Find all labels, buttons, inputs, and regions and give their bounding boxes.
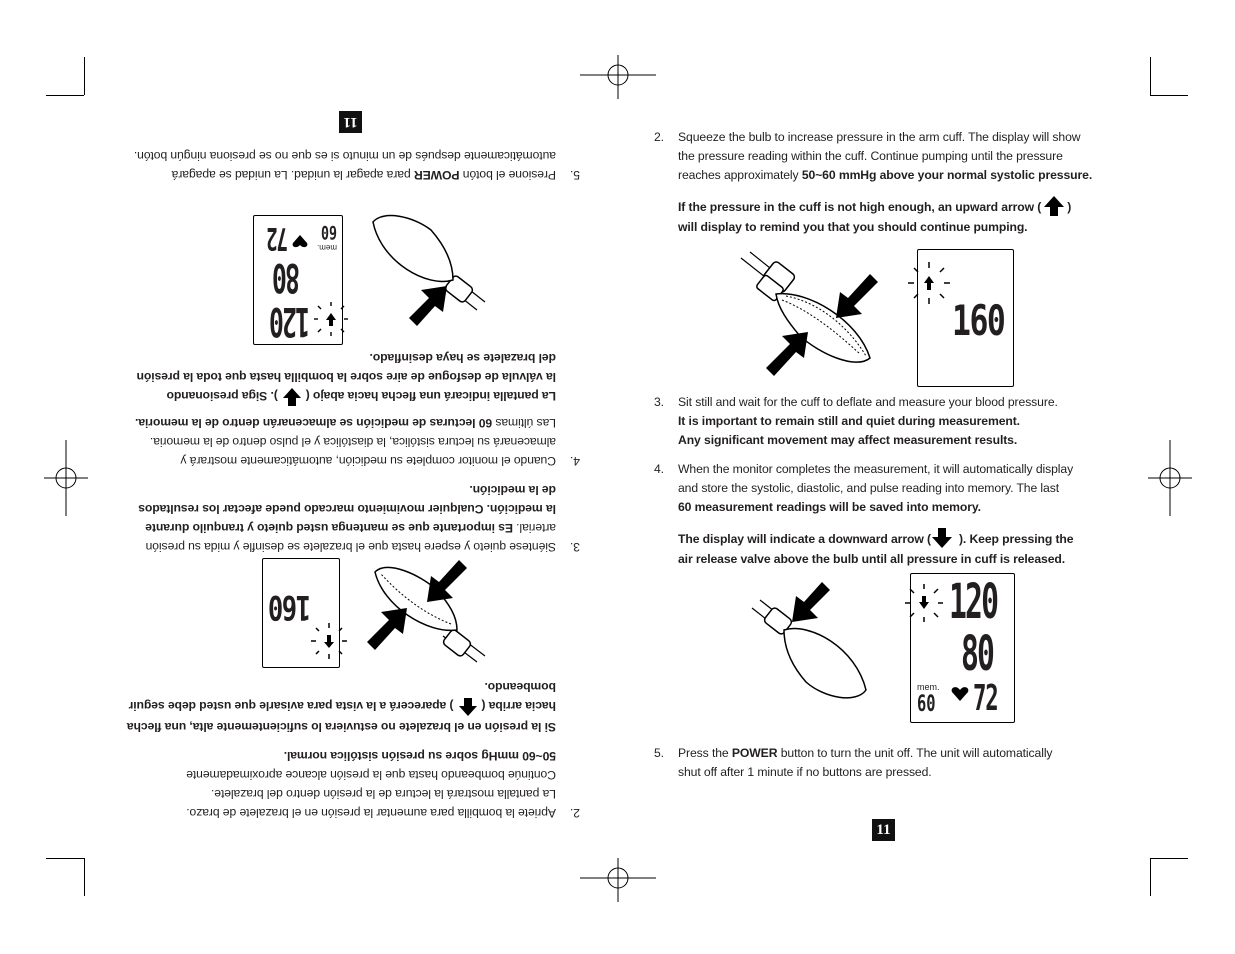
es-lcd-memory-value: 60 — [320, 221, 337, 243]
step-4-warning: The display will indicate a downward arrow ( ). Keep pressing the air release valve above the bulb until all pressure in cuff is released. — [678, 527, 1118, 569]
up-arrow-icon — [1043, 195, 1065, 217]
es-step-4-number: 4. — [570, 454, 580, 468]
es-step-3-number: 3. — [570, 540, 580, 554]
es-lcd-pressure-value: 160 — [269, 587, 311, 627]
down-arrow-icon — [931, 527, 953, 549]
lcd-systolic-value: 120 — [949, 574, 998, 630]
spanish-page — [0, 0, 617, 954]
es-heart-icon — [292, 234, 308, 248]
page-number: 11 — [872, 819, 895, 841]
es-lcd-display-result — [253, 215, 343, 345]
bulb-release-illustration — [750, 578, 870, 708]
lcd-display-result — [910, 573, 1015, 723]
lcd-pulse-value: 72 — [973, 678, 998, 719]
es-step-2-number: 2. — [570, 806, 580, 820]
lcd-diastolic-value: 80 — [961, 626, 994, 682]
es-step-5-text: Presione el botón POWER para apagar la unidad. La unidad se apagará automáticamente después de un minuto si es que no se presiona ningún botón. — [133, 149, 556, 182]
es-step-2-text: Apriete la bombilla para aumentar la presión en el brazalete de brazo. La pantalla mostrará la lectura de la presión dentro del brazalete. Continúe bombeando hasta que la presión alcance aproximadamente 50~60 mmHg sobre su presión sistólica normal. — [186, 749, 556, 820]
es-down-arrow-icon — [282, 387, 302, 407]
step-3-text: Sit still and wait for the cuff to deflate and measure your blood pressure. It is important to remain still and quiet during measurement. Any significant movement may affect measurement results. — [678, 395, 1058, 447]
heart-icon — [951, 686, 969, 702]
lcd-display-pumping — [917, 249, 1014, 387]
step-2-warning: If the pressure in the cuff is not high enough, an upward arrow ( ) will display to remind you that you should continue pumping. — [678, 195, 1118, 237]
es-step-3-text: Siéntese quieto y espere hasta que el brazalete se desinfle y mida su presión arterial. Es importante que se mantenga usted quieto y tranquilo durante la medición. Cualquier movimiento marcado puede afectar los resultados de la medición. — [138, 483, 556, 554]
es-lcd-display-pumping — [262, 558, 340, 668]
es-flashing-down-arrow-icon — [312, 300, 350, 338]
step-4-number: 4. — [654, 462, 664, 476]
step-4-text: When the monitor completes the measurement, it will automatically display and store the systolic, diastolic, and pulse reading into memory. The last 60 measurement readings will be saved into memory. — [678, 462, 1074, 514]
es-page-number: 11 — [339, 111, 362, 133]
step-5-text: Press the POWER button to turn the unit off. The unit will automatically shut off after 1 minute if no buttons are pressed. — [678, 746, 1053, 779]
es-step-4-warning: La pantalla indicará una flecha hacia abajo (). Siga presionando la válvula de desfogue de aire sobre la bombilla hasta que toda la presión del brazalete se haya desinflado. — [106, 348, 556, 407]
step-2-text: Squeeze the bulb to increase pressure in the arm cuff. The display will show the pressure reading within the cuff. Continue pumping until the pressure reaches approximately 50~60 mmHg above your normal systolic pressure. — [678, 130, 1093, 182]
step-5-number: 5. — [654, 746, 664, 760]
lcd-mem-label: mem. — [917, 682, 940, 692]
flashing-up-arrow-icon — [906, 260, 952, 306]
step-2-number: 2. — [654, 130, 664, 144]
flashing-down-arrow-icon — [903, 582, 945, 624]
bulb-squeeze-illustration — [738, 250, 888, 380]
es-lcd-mem-label: mem. — [317, 243, 337, 252]
lcd-memory-value: 60 — [917, 692, 936, 717]
es-lcd-systolic-value: 120 — [270, 298, 310, 344]
es-step-5-number: 5. — [570, 168, 580, 182]
es-lcd-pulse-value: 72 — [267, 220, 288, 256]
step-3-number: 3. — [654, 395, 664, 409]
lcd-pressure-value: 160 — [952, 296, 1005, 345]
es-step-4-text: Cuando el monitor complete su medición, automáticamente mostrará y almacenará su lectura sistólica, la diastólica y el pulso dentro de la memoria. Las últimas 60 lecturas de medición se almacenarán dentro de la memoria. — [135, 416, 556, 468]
es-bulb-release-illustration — [367, 208, 487, 328]
es-up-arrow-icon — [458, 697, 478, 717]
es-lcd-diastolic-value: 80 — [273, 254, 300, 300]
registration-mark-right — [1148, 440, 1192, 516]
es-bulb-squeeze-illustration — [362, 554, 487, 664]
es-flashing-up-arrow-icon — [309, 621, 349, 661]
es-step-2-warning: Si la presión en el brazalete no estuviera lo suficientemente alta, una flecha hacia arriba () aparecerá a la vista para avisarle que usted debe seguir bombeando. — [126, 680, 556, 734]
